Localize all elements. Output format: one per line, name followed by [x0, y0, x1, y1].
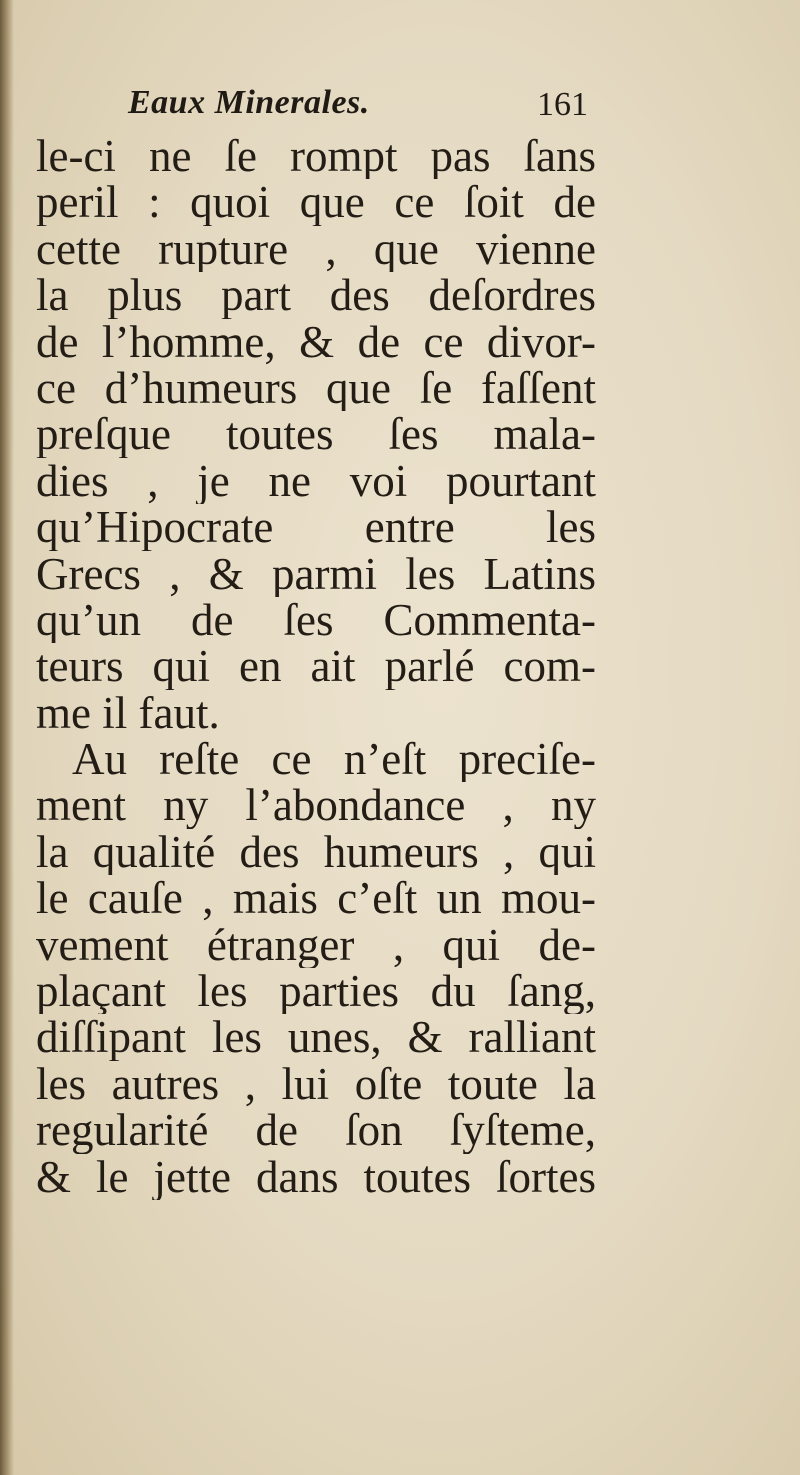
body-text	[36, 133, 596, 1200]
text-line: plaçant les parties du ſang,	[36, 968, 596, 1015]
text-line: preſque toutes ſes mala-	[36, 411, 596, 458]
text-line: regularité de ſon ſyſteme,	[36, 1107, 596, 1154]
text-line: la qualité des humeurs , qui	[36, 828, 596, 876]
text-line: peril : quoi que ce ſoit de	[36, 179, 596, 226]
text-line: les autres , lui oſte toute la	[36, 1060, 596, 1108]
text-line: qu’un de ſes Commenta-	[36, 596, 596, 644]
text-line: me il faut.	[36, 689, 220, 737]
text-line: teurs qui en ait parlé com-	[36, 643, 596, 690]
text-line: ment ny l’abondance , ny	[36, 782, 596, 829]
text-line: Grecs , & parmi les Latins	[36, 550, 596, 597]
running-title: Eaux Minerales.	[128, 84, 370, 121]
text-line: de l’homme, & de ce divor-	[36, 318, 596, 365]
text-line: ce d’humeurs que ſe faſſent	[36, 364, 596, 412]
text-line: & le jette dans toutes ſortes	[36, 1153, 596, 1200]
page-number: 161	[537, 86, 588, 123]
text-line: dies , je ne voi pourtant	[36, 457, 596, 505]
text-line: vement étranger , qui de-	[36, 921, 596, 969]
gutter-shadow	[0, 0, 14, 1475]
text-line: cette rupture , que vienne	[36, 225, 596, 273]
text-line: le cauſe , mais c’eſt un mou-	[36, 875, 596, 922]
text-line: diſſipant les unes, & ralliant	[36, 1014, 596, 1061]
text-line: le-ci ne ſe rompt pas ſans	[36, 133, 596, 180]
text-line: qu’Hipocrate entre les	[36, 504, 596, 551]
text-line: Au reſte ce n’eſt preciſe-	[72, 736, 596, 783]
page-header	[128, 84, 588, 128]
text-line: la plus part des deſordres	[36, 272, 596, 319]
